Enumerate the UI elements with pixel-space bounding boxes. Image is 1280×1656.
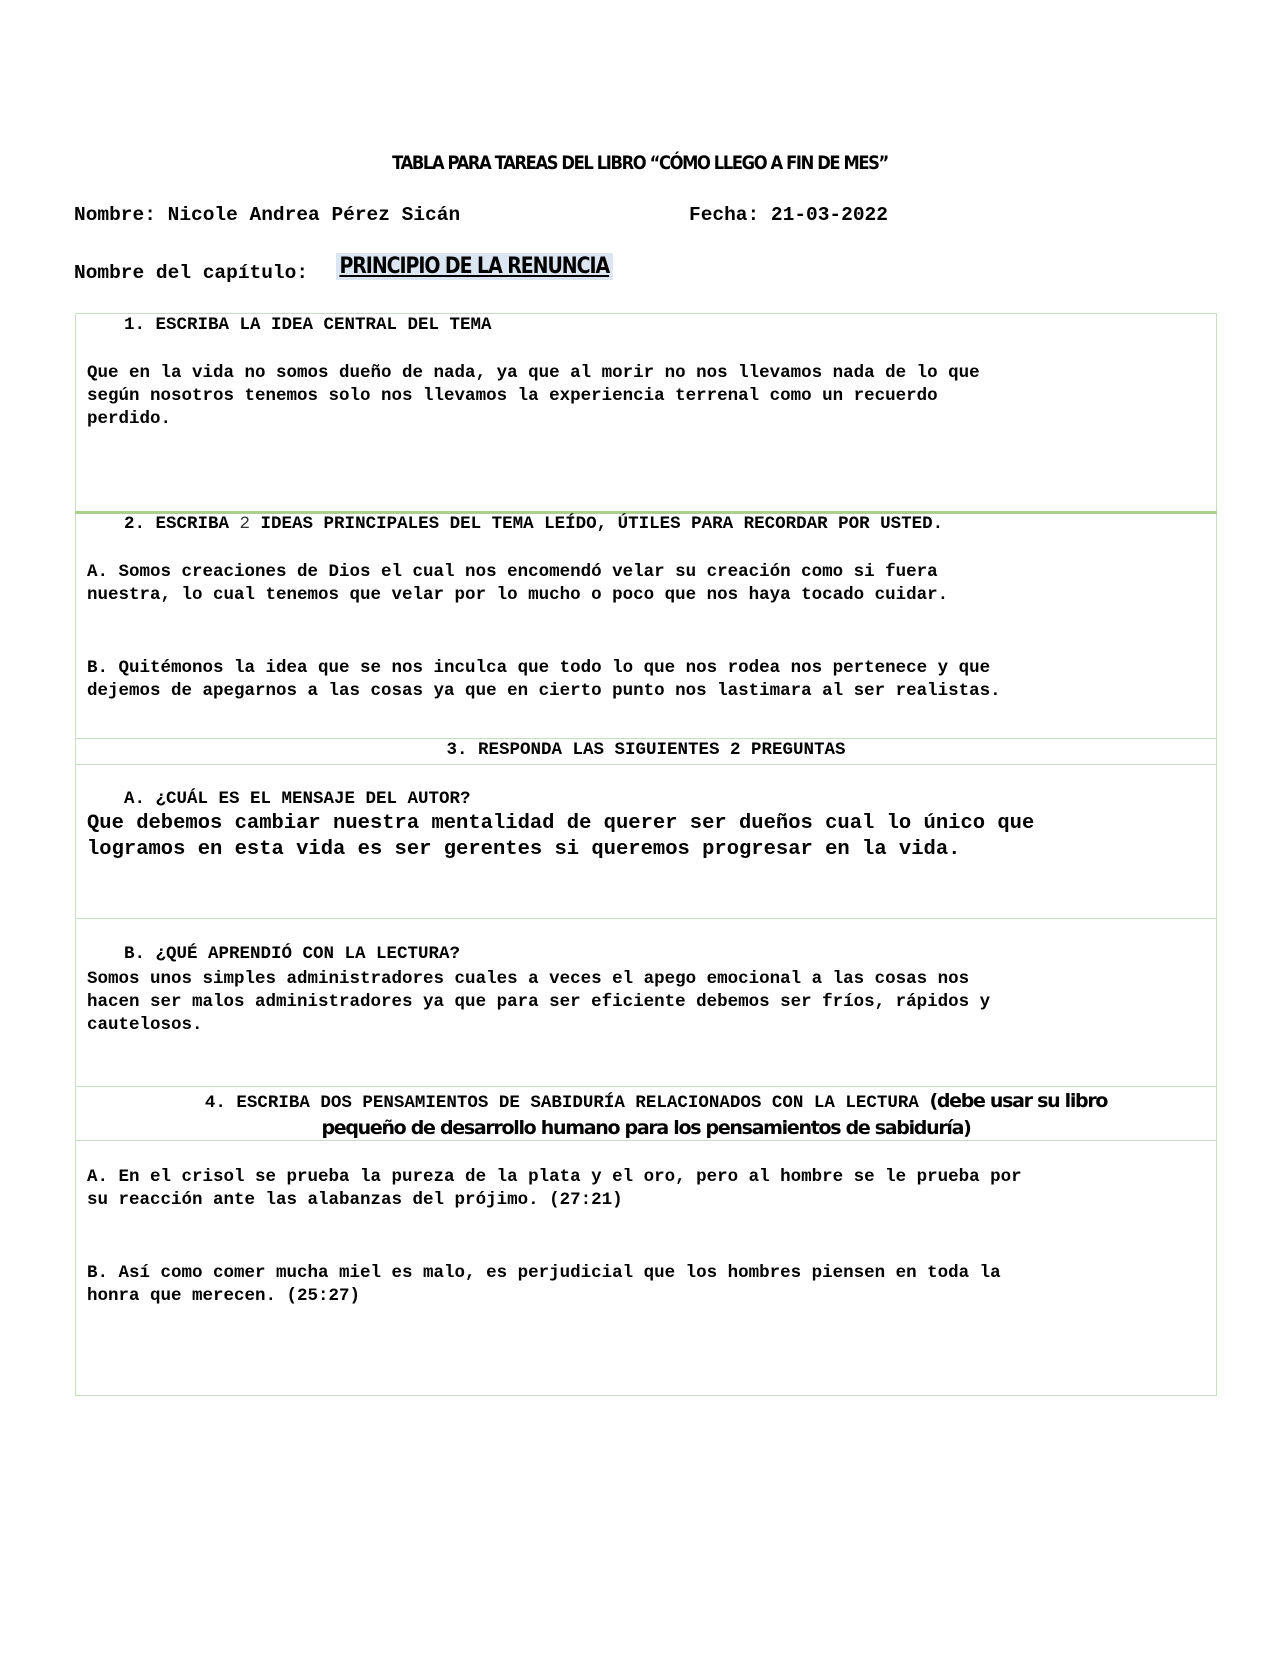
row-divider bbox=[75, 738, 1217, 739]
row-divider bbox=[75, 764, 1217, 765]
section3-heading: 3. RESPONDA LAS SIGUIENTES 2 PREGUNTAS bbox=[446, 740, 846, 760]
assignment-date: Fecha: 21-03-2022 bbox=[689, 204, 888, 226]
chapter-name: PRINCIPIO DE LA RENUNCIA bbox=[336, 253, 613, 280]
section2-heading bbox=[124, 514, 943, 534]
chapter-label: Nombre del capítulo: bbox=[74, 262, 309, 284]
section2-heading-num: 2 bbox=[239, 514, 251, 534]
section4-note-2: pequeño de desarrollo humano para los pensamientos de sabiduría) bbox=[321, 1117, 971, 1139]
row-divider bbox=[75, 1086, 1217, 1087]
section4-note-1: (debe usar su libro bbox=[929, 1090, 1108, 1112]
row-divider bbox=[75, 918, 1217, 919]
section2-heading-pre: 2. ESCRIBA bbox=[124, 514, 240, 534]
section1-answer: Que en la vida no somos dueño de nada, ya que al morir no nos llevamos nada de lo que según nosotros tenemos solo nos llevamos la experiencia terrenal como un recuerdo perdido. bbox=[87, 363, 980, 429]
question-a: A. ¿CUÁL ES EL MENSAJE DEL AUTOR? bbox=[124, 789, 471, 809]
answer-a: Que debemos cambiar nuestra mentalidad de querer ser dueños cual lo único que logramos en esta vida es ser gerentes si queremos progresar en la vida. bbox=[87, 812, 1035, 861]
document-title: TABLA PARA TAREAS DEL LIBRO “CÓMO LLEGO A FIN DE MES” bbox=[392, 152, 888, 174]
section4-heading: 4. ESCRIBA DOS PENSAMIENTOS DE SABIDURÍA RELACIONADOS CON LA LECTURA bbox=[204, 1093, 919, 1113]
thought-b: B. Así como comer mucha miel es malo, es perjudicial que los hombres piensen en toda la honra que merecen. (25:27) bbox=[87, 1263, 1001, 1306]
table-border-bottom bbox=[75, 1395, 1217, 1396]
section4-heading-block bbox=[75, 1089, 1217, 1141]
table-border-top bbox=[75, 313, 1217, 314]
answer-b: Somos unos simples administradores cuales a veces el apego emocional a las cosas nos hacen ser malos administradores ya que para ser eficiente debemos ser fríos, rápidos y cautelosos. bbox=[87, 969, 991, 1035]
section1-heading: 1. ESCRIBA LA IDEA CENTRAL DEL TEMA bbox=[124, 315, 492, 335]
student-name: Nombre: Nicole Andrea Pérez Sicán bbox=[74, 204, 461, 226]
question-b: B. ¿QUÉ APRENDIÓ CON LA LECTURA? bbox=[124, 944, 461, 964]
section2-heading-post: IDEAS PRINCIPALES DEL TEMA LEÍDO, ÚTILES PARA RECORDAR POR USTED. bbox=[250, 514, 944, 534]
section2-idea-a: A. Somos creaciones de Dios el cual nos encomendó velar su creación como si fuera nuestra, lo cual tenemos que velar por lo mucho o poco que nos haya tocado cuidar. bbox=[87, 562, 949, 605]
section2-idea-b: B. Quitémonos la idea que se nos inculca que todo lo que nos rodea nos pertenece y que dejemos de apegarnos a las cosas ya que en cierto punto nos lastimara al ser realistas. bbox=[87, 658, 1001, 701]
thought-a: A. En el crisol se prueba la pureza de la plata y el oro, pero al hombre se le prueba por su reacción ante las alabanzas del prójimo. (27:21) bbox=[87, 1167, 1022, 1210]
